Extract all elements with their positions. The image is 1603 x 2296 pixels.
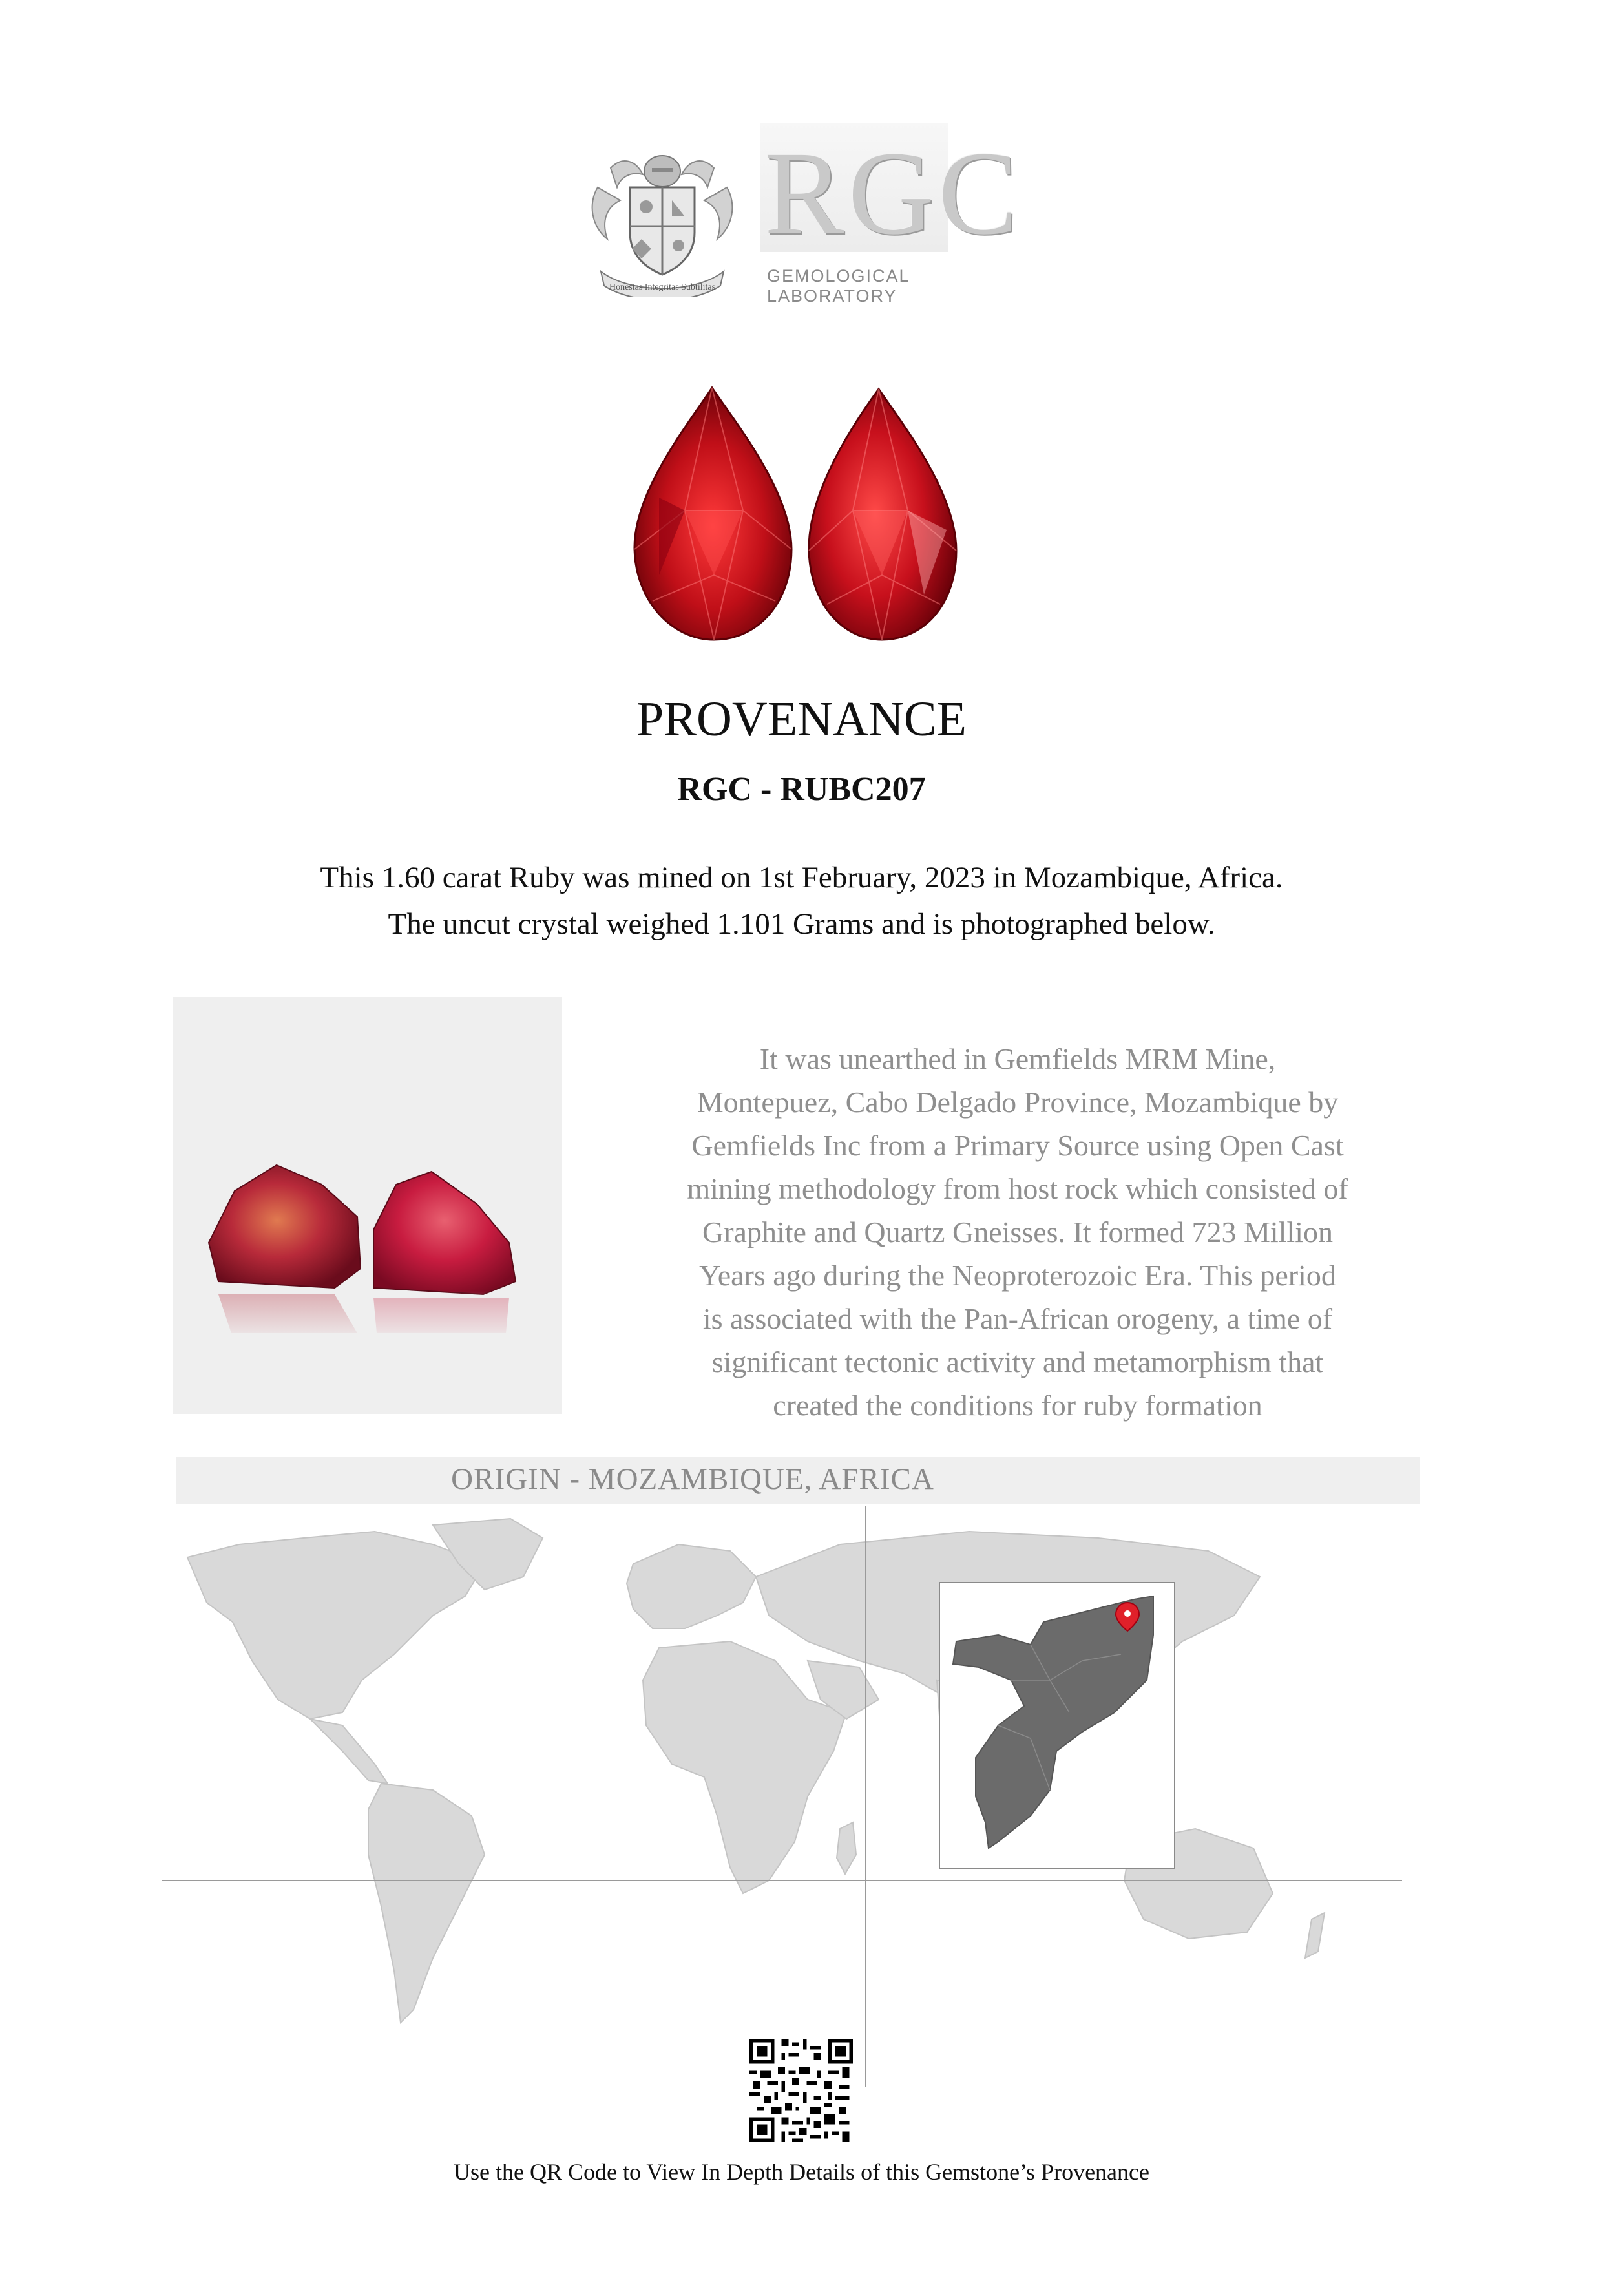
details-line: is associated with the Pan-African orogeny, a time of: [702, 1302, 1333, 1335]
continent-south-america: [368, 1784, 485, 2023]
mozambique-map: [940, 1583, 1174, 1868]
details-line: It was unearthed in Gemfields MRM Mine,: [759, 1042, 1276, 1075]
origin-label: ORIGIN - MOZAMBIQUE, AFRICA: [451, 1462, 934, 1496]
rough-crystal-photo: [173, 997, 562, 1414]
mozambique-shape: [953, 1596, 1153, 1848]
intro-line-1: This 1.60 carat Ruby was mined on 1st February, 2023 in Mozambique, Africa.: [320, 861, 1283, 894]
logo-wordmark: RGC: [764, 127, 1022, 260]
svg-text:Honestas Integritas Subtilitas: Honestas Integritas Subtilitas: [609, 282, 716, 292]
details-line: Graphite and Quartz Gneisses. It formed 723 Million: [702, 1216, 1333, 1248]
details-line: significant tectonic activity and metamorphism that: [711, 1345, 1324, 1378]
details-line: Gemfields Inc from a Primary Source using Open Cast: [691, 1129, 1344, 1162]
gem-code: RGC - RUBC207: [677, 771, 926, 808]
intro-line-2: The uncut crystal weighed 1.101 Grams and is photographed below.: [388, 907, 1215, 941]
island-madagascar: [837, 1822, 856, 1874]
details-line: Montepuez, Cabo Delgado Province, Mozambique by: [697, 1086, 1339, 1119]
details-line: Years ago during the Neoproterozoic Era. This period: [699, 1259, 1336, 1292]
page-title: PROVENANCE: [636, 692, 967, 746]
details-line: mining methodology from host rock which consisted of: [687, 1172, 1348, 1205]
continent-central-america: [310, 1719, 388, 1784]
mozambique-inset-map: [939, 1582, 1175, 1869]
world-map: [162, 1506, 1402, 2087]
ruby-right: [809, 389, 956, 640]
cut-rubies-image: [620, 381, 969, 653]
rough-rubies-image: [173, 997, 562, 1414]
intro-paragraph: [0, 854, 1603, 947]
footer-note: Use the QR Code to View In Depth Details of this Gemstone’s Provenance: [454, 2159, 1149, 2185]
provenance-details: [643, 1037, 1392, 1427]
lab-logo: [585, 123, 1022, 306]
coat-of-arms-icon: [585, 142, 740, 297]
qr-code-icon[interactable]: [749, 2039, 853, 2142]
ruby-left: [634, 388, 791, 640]
island-new-zealand: [1305, 1913, 1325, 1958]
details-line: created the conditions for ruby formation: [773, 1389, 1262, 1422]
continent-europe: [627, 1544, 756, 1628]
continent-north-america: [187, 1532, 485, 1719]
logo-subtitle: GEMOLOGICAL LABORATORY: [767, 266, 910, 306]
